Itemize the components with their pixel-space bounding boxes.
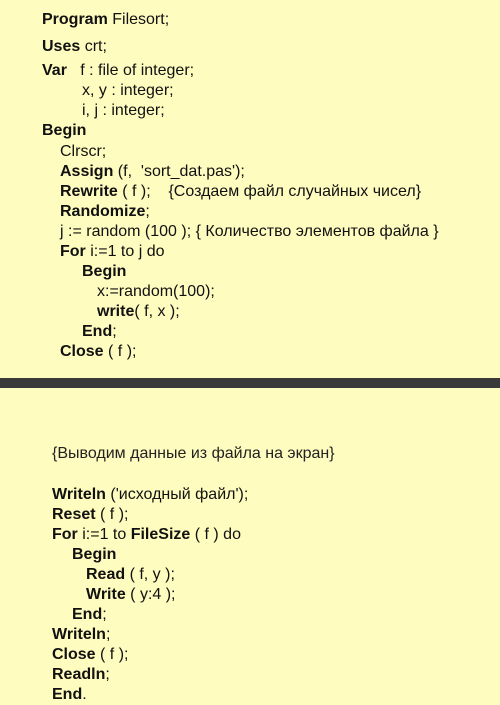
code-text: i:=1 to [77,526,131,543]
code-text: ( f ); [103,343,137,360]
code-line [86,585,176,605]
code-keyword: Close [60,343,104,360]
code-line [60,202,150,222]
code-line [60,342,136,362]
code-keyword: End [72,606,103,623]
code-text: ; [102,606,107,623]
section-divider [0,378,500,388]
code-keyword: Readln [52,666,106,683]
code-text: ('исходный файл'); [105,486,249,503]
code-line [60,242,165,262]
code-keyword: For [60,243,86,260]
code-line [86,565,175,585]
code-keyword: Rewrite [60,183,118,200]
code-line [60,222,439,242]
code-text: {Выводим данные из файла на экран} [52,445,335,462]
code-text: ; [145,203,150,220]
code-text: ( f ); [95,646,129,663]
code-line [60,162,245,182]
code-keyword: Write [86,586,126,603]
code-line [72,545,116,565]
code-text: . [82,686,87,703]
code-keyword: write [97,303,135,320]
code-text: i:=1 to j do [85,243,165,260]
code-keyword: Assign [60,163,114,180]
code-text: ( f, y ); [125,566,175,583]
code-line [97,282,215,302]
code-keyword: Begin [42,122,87,139]
code-line [72,605,107,625]
code-line [52,625,110,645]
code-line [82,262,126,282]
code-keyword: Writeln [52,486,106,503]
code-text: crt; [80,38,107,55]
code-line [60,182,421,202]
code-keyword: Writeln [52,626,106,643]
code-text: Filesort; [107,11,170,28]
code-text: x, y : integer; [82,82,174,99]
code-line [42,37,107,57]
code-text: ( y:4 ); [125,586,176,603]
code-line [42,10,169,30]
code-keyword: Read [86,566,126,583]
code-text: x:=random(100); [97,283,215,300]
code-line [42,61,194,81]
code-text: ( f ) do [190,526,241,543]
code-text: j := random (100 ); { Количество элементов файла } [60,223,439,240]
code-text: ; [105,666,110,683]
code-comment [52,444,335,464]
bottom-code-panel [0,388,500,704]
code-keyword: Var [42,62,67,79]
code-text: Clrscr; [60,143,107,160]
code-keyword: Randomize [60,203,146,220]
code-keyword: FileSize [130,526,191,543]
code-line [52,685,87,705]
code-keyword: Program [42,11,108,28]
code-text: (f, 'sort_dat.pas'); [113,163,245,180]
code-text: f : file of integer; [66,62,195,79]
code-line [60,142,106,162]
code-line [52,505,128,525]
code-line [82,101,165,121]
code-line [52,645,128,665]
code-line [42,121,86,141]
code-line [52,525,241,545]
code-keyword: Begin [72,546,117,563]
code-text: ( f, x ); [134,303,180,320]
code-text: ; [105,626,111,643]
code-keyword: For [52,526,78,543]
code-line [97,302,180,322]
code-line [82,81,174,101]
code-text: ( f ); [95,506,129,523]
code-keyword: Close [52,646,96,663]
code-keyword: Reset [52,506,96,523]
code-line [52,665,110,685]
code-text: ; [112,323,117,340]
code-line [82,322,117,342]
code-text: i, j : integer; [82,102,165,119]
code-text: ( f ); {Создаем файл случайных чисел} [117,183,422,200]
code-line [52,485,248,505]
code-keyword: Uses [42,38,81,55]
code-keyword: Begin [82,263,127,280]
code-keyword: End [52,686,83,703]
code-keyword: End [82,323,113,340]
